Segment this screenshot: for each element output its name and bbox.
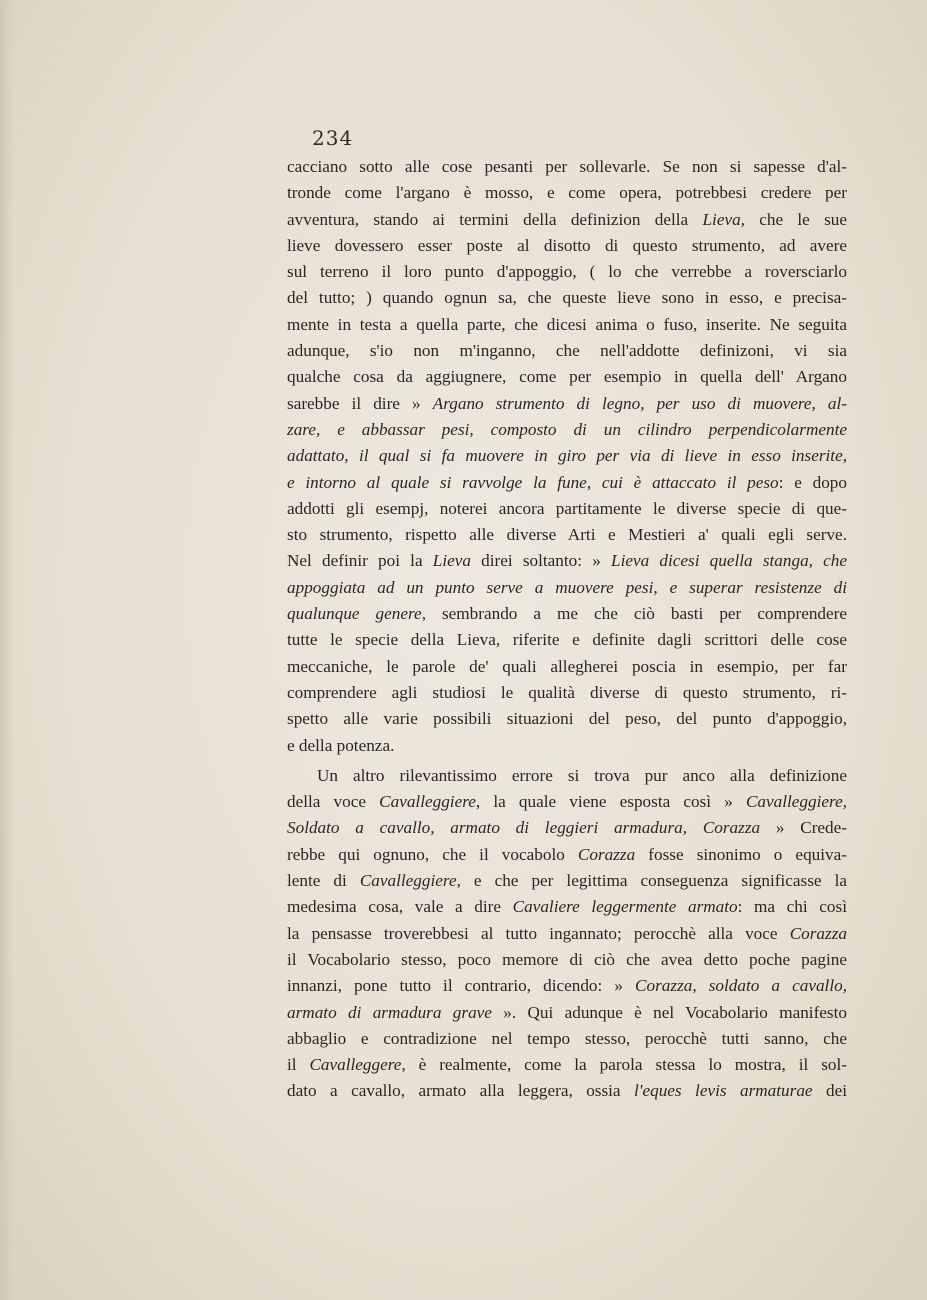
text-line	[287, 1078, 847, 1104]
text-run: lieve dovessero esser poste al disotto di questo strumento, ad avere	[287, 235, 847, 255]
text-line	[287, 233, 847, 259]
text-line	[287, 706, 847, 732]
text-line	[287, 1026, 847, 1052]
italic-run: Cavaliere leggermente armato	[512, 897, 738, 917]
text-line	[287, 259, 847, 285]
text-run: il	[287, 1055, 310, 1075]
text-run: abbaglio e contradizione nel tempo stesso, perocchè tutti sanno, che	[287, 1028, 847, 1048]
text-run: , sembrando a me che ciò basti per comprendere	[421, 604, 847, 624]
text-line	[287, 763, 847, 789]
text-line	[287, 627, 847, 653]
text-run: dato a cavallo, armato alla leggera, ossia	[287, 1081, 635, 1101]
text-line	[287, 789, 847, 815]
text-run: spetto alle varie possibili situazioni del peso, del punto d'appoggio,	[287, 709, 847, 729]
text-line	[287, 417, 847, 443]
italic-run: l'eques levis armaturae	[634, 1081, 813, 1101]
text-run: , che le sue	[740, 209, 847, 229]
text-line	[287, 180, 847, 206]
text-line	[287, 947, 847, 973]
text-run: della voce	[287, 792, 380, 812]
italic-run: Cavalleggiere	[379, 792, 476, 812]
italic-run: Cavalleggere	[309, 1055, 402, 1075]
text-line	[287, 894, 847, 920]
text-run: Nel definir poi la	[287, 551, 433, 571]
text-run: sto strumento, rispetto alle diverse Arti e Mestieri a' quali egli serve.	[287, 525, 847, 545]
text-run: la pensasse troverebbesi al tutto ingannato; perocchè alla voce	[287, 923, 790, 943]
text-line	[287, 364, 847, 390]
text-run: dei	[812, 1081, 848, 1101]
text-run: : ma chi così	[737, 897, 847, 917]
text-line	[287, 842, 847, 868]
text-line	[287, 680, 847, 706]
text-line	[287, 973, 847, 999]
italic-run: Argano strumento di legno, per uso di muovere, al-	[432, 393, 847, 413]
italic-run: Lieva	[702, 209, 741, 229]
text-run: direi soltanto: »	[470, 551, 612, 571]
italic-run: Cavalleggiere,	[745, 792, 847, 812]
italic-run: appoggiata ad un punto serve a muovere pesi, e superar resistenze di	[287, 577, 847, 597]
italic-run: qualunque genere	[287, 604, 422, 624]
italic-run: adattato, il qual si fa muovere in giro per via di lieve in esso inserite,	[287, 446, 847, 466]
text-line	[287, 548, 847, 574]
italic-run: armato di armadura grave	[287, 1002, 492, 1022]
text-run: del tutto; ) quando ognun sa, che queste lieve sono in esso, e precisa-	[287, 288, 847, 308]
text-line	[287, 868, 847, 894]
text-line	[287, 207, 847, 233]
text-line	[287, 443, 847, 469]
italic-run: Lieva	[432, 551, 471, 571]
text-line	[287, 285, 847, 311]
text-run: addotti gli esempj, noterei ancora partitamente le diverse specie di que-	[287, 498, 847, 518]
text-run: adunque, s'io non m'inganno, che nell'addotte definizoni, vi sia	[287, 341, 847, 361]
text-run: e della potenza.	[287, 735, 395, 755]
text-run: qualche cosa da aggiugnere, come per esempio in quella dell' Argano	[287, 367, 847, 387]
body-text	[287, 154, 847, 1105]
italic-run: e intorno al quale si ravvolge la fune, cui è attaccato il peso	[287, 472, 779, 492]
text-run: cacciano sotto alle cose pesanti per sollevarle. Se non si sapesse d'al-	[287, 157, 847, 176]
text-line	[287, 1052, 847, 1078]
text-run: , e che per legittima conseguenza significasse la	[456, 871, 847, 891]
paragraph-2	[287, 763, 847, 1105]
text-run: sarebbe il dire »	[287, 393, 433, 413]
text-run: comprendere agli studiosi le qualità diverse di questo strumento, ri-	[287, 682, 847, 702]
text-line	[287, 522, 847, 548]
text-run: , è realmente, come la parola stessa lo mostra, il sol-	[401, 1055, 847, 1075]
text-run: meccaniche, le parole de' quali allegherei poscia in esempio, per far	[287, 656, 847, 676]
text-run: fosse sinonimo o equiva-	[635, 844, 847, 864]
text-line	[287, 338, 847, 364]
paragraph-1	[287, 154, 847, 759]
italic-run: zare, e abbassar pesi, composto di un cilindro perpendicolarmente	[287, 419, 847, 439]
text-line	[287, 1000, 847, 1026]
text-line	[287, 921, 847, 947]
italic-run: Soldato a cavallo, armato di leggieri armadura, Corazza	[287, 818, 761, 838]
text-line	[287, 496, 847, 522]
text-run: lente di	[287, 871, 360, 891]
page-number: 234	[312, 126, 354, 150]
text-run: » Crede-	[760, 818, 848, 838]
text-run: avventura, stando ai termini della definizion della	[287, 209, 703, 229]
text-run: rebbe qui ognuno, che il vocabolo	[287, 844, 578, 864]
italic-run: Corazza, soldato a cavallo,	[635, 976, 847, 996]
page-edge-shadow	[0, 0, 14, 1300]
text-run: , la quale viene esposta così »	[475, 792, 746, 812]
text-run: il Vocabolario stesso, poco memore di ciò che avea detto poche pagine	[287, 949, 847, 969]
text-run: tronde come l'argano è mosso, e come opera, potrebbesi credere per	[287, 183, 847, 203]
text-line	[287, 391, 847, 417]
text-run: medesima cosa, vale a dire	[287, 897, 513, 917]
italic-run: Lieva dicesi quella stanga, che	[611, 551, 847, 571]
text-line	[287, 601, 847, 627]
text-line	[287, 154, 847, 180]
text-line	[287, 470, 847, 496]
text-run: Un altro rilevantissimo errore si trova pur anco alla definizione	[317, 765, 847, 785]
text-run: ». Qui adunque è nel Vocabolario manifesto	[491, 1002, 847, 1022]
text-run: sul terreno il loro punto d'appoggio, ( lo che verrebbe a roversciarlo	[287, 262, 847, 282]
italic-run: Corazza	[577, 844, 636, 864]
text-line	[287, 654, 847, 680]
italic-run: Cavalleggiere	[359, 871, 457, 891]
text-run: : e dopo	[778, 472, 847, 492]
text-line	[287, 815, 847, 841]
italic-run: Corazza	[789, 923, 847, 943]
text-run: innanzi, pone tutto il contrario, dicendo: »	[287, 976, 636, 996]
text-line	[287, 733, 847, 759]
text-run: mente in testa a quella parte, che dicesi anima o fuso, inserite. Ne seguita	[287, 314, 847, 334]
text-line	[287, 312, 847, 338]
text-run: tutte le specie della Lieva, riferite e definite dagli scrittori delle cose	[287, 630, 847, 650]
text-line	[287, 575, 847, 601]
